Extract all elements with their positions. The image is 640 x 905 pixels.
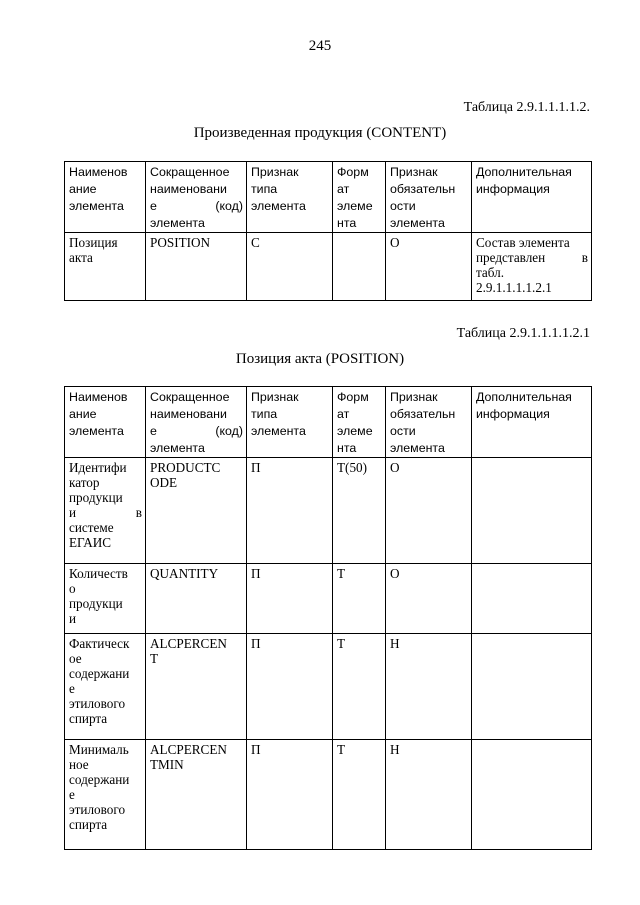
table-caption: Таблица 2.9.1.1.1.1.2.1 (456, 326, 590, 341)
cell-line: о (69, 581, 76, 596)
cell-line: е (код) (150, 424, 243, 438)
cell-format: Т (333, 634, 386, 740)
cell-line: продукци (69, 596, 123, 611)
page-number: 245 (308, 38, 332, 54)
cell-line: Наименов (69, 165, 128, 179)
cell-required: О (386, 458, 472, 564)
cell-line: Наименов (69, 390, 128, 404)
header-name (65, 387, 146, 458)
cell-line: TMIN (150, 757, 184, 772)
cell-extra (472, 740, 592, 850)
cell-line: элемента (150, 216, 205, 230)
cell-line: элемента (251, 424, 306, 438)
cell-line: Признак (251, 165, 299, 179)
table-header-row (65, 387, 592, 458)
cell-line: ое (69, 651, 82, 666)
cell-format: Т (333, 564, 386, 634)
cell-line: акта (69, 250, 93, 265)
position-table (64, 386, 592, 850)
cell-line: Признак (390, 390, 438, 404)
cell-line: T (150, 651, 159, 666)
cell-line: ODE (150, 475, 178, 490)
table-title: Произведенная продукция (CONTENT) (193, 125, 447, 141)
cell-line: элеме (337, 199, 373, 213)
cell-name (65, 564, 146, 634)
cell-line: Минималь (69, 742, 129, 757)
cell-line: Сокращенное (150, 390, 230, 404)
cell-type: П (247, 458, 333, 564)
header-required (386, 387, 472, 458)
cell-line: обязательн (390, 407, 456, 421)
cell-line: катор (69, 475, 100, 490)
cell-line: PRODUCTC (150, 460, 221, 475)
cell-line: этилового (69, 696, 126, 711)
cell-line: Позиция (69, 235, 118, 250)
header-type (247, 162, 333, 233)
cell-line: этилового (69, 802, 126, 817)
header-name (65, 162, 146, 233)
header-short-name (146, 162, 247, 233)
cell-line: ALCPERCEN (150, 742, 227, 757)
cell-line: типа (251, 407, 278, 421)
cell-line: табл. (476, 265, 505, 280)
cell-extra (472, 458, 592, 564)
cell-line: элемента (390, 441, 445, 455)
cell-line: и в (69, 505, 142, 520)
cell-line: и (69, 611, 77, 626)
cell-line: е (69, 681, 75, 696)
cell-name (65, 458, 146, 564)
cell-line: информация (476, 182, 550, 196)
cell-line: элемента (251, 199, 306, 213)
cell-line: элемента (390, 216, 445, 230)
cell-code (146, 740, 247, 850)
table-row (65, 233, 592, 301)
table-caption: Таблица 2.9.1.1.1.1.2. (463, 100, 590, 115)
content-table (64, 161, 592, 301)
cell-line: элемента (150, 441, 205, 455)
cell-line: Форм (337, 390, 369, 404)
header-format (333, 387, 386, 458)
cell-line: е (код) (150, 199, 243, 213)
cell-line: 2.9.1.1.1.1.2.1 (476, 280, 552, 295)
cell-line: Количеств (69, 566, 128, 581)
cell-line: ат (337, 182, 350, 196)
cell-line: спирта (69, 817, 108, 832)
cell-type: С (247, 233, 333, 301)
cell-code (146, 634, 247, 740)
cell-line: нта (337, 441, 357, 455)
cell-type: П (247, 564, 333, 634)
cell-name (65, 740, 146, 850)
cell-line: обязательн (390, 182, 456, 196)
header-type (247, 387, 333, 458)
cell-line: Признак (251, 390, 299, 404)
cell-type: П (247, 740, 333, 850)
cell-required: О (386, 564, 472, 634)
cell-line: типа (251, 182, 278, 196)
cell-line: Идентифи (69, 460, 127, 475)
cell-line: нта (337, 216, 357, 230)
table-row (65, 740, 592, 850)
cell-required: О (386, 233, 472, 301)
cell-line: Признак (390, 165, 438, 179)
cell-line: наименовани (150, 182, 227, 196)
table-title: Позиция акта (POSITION) (235, 351, 405, 367)
cell-line: POSITION (150, 235, 211, 250)
cell-line: ание (69, 182, 97, 196)
cell-line: спирта (69, 711, 108, 726)
header-extra (472, 387, 592, 458)
cell-line: информация (476, 407, 550, 421)
table-row (65, 564, 592, 634)
cell-line: Состав элемента (476, 235, 570, 250)
cell-line: Дополнительная (476, 165, 572, 179)
cell-extra (472, 634, 592, 740)
cell-line: элемента (69, 424, 124, 438)
cell-extra (472, 233, 592, 301)
cell-format: T(50) (333, 458, 386, 564)
cell-line: Сокращенное (150, 165, 230, 179)
cell-line: системе (69, 520, 114, 535)
cell-line: содержани (69, 666, 130, 681)
cell-line: ание (69, 407, 97, 421)
cell-line: е (69, 787, 75, 802)
table-row (65, 634, 592, 740)
cell-line: Дополнительная (476, 390, 572, 404)
cell-line: элеме (337, 424, 373, 438)
header-format (333, 162, 386, 233)
cell-name (65, 634, 146, 740)
table-header-row (65, 162, 592, 233)
cell-line: ЕГАИС (69, 535, 112, 550)
cell-line: ат (337, 407, 350, 421)
cell-extra (472, 564, 592, 634)
header-required (386, 162, 472, 233)
cell-required: Н (386, 634, 472, 740)
cell-code (146, 233, 247, 301)
cell-line: QUANTITY (150, 566, 219, 581)
cell-type: П (247, 634, 333, 740)
cell-format (333, 233, 386, 301)
table-row (65, 458, 592, 564)
header-short-name (146, 387, 247, 458)
cell-line: наименовани (150, 407, 227, 421)
cell-line: ости (390, 199, 416, 213)
cell-line: ости (390, 424, 416, 438)
cell-line: Форм (337, 165, 369, 179)
cell-name (65, 233, 146, 301)
cell-line: содержани (69, 772, 130, 787)
cell-line: Фактическ (69, 636, 130, 651)
cell-code (146, 458, 247, 564)
cell-line: ное (69, 757, 89, 772)
cell-line: продукци (69, 490, 123, 505)
cell-format: Т (333, 740, 386, 850)
cell-code (146, 564, 247, 634)
header-extra (472, 162, 592, 233)
cell-required: Н (386, 740, 472, 850)
cell-line: элемента (69, 199, 124, 213)
cell-line: ALCPERCEN (150, 636, 227, 651)
cell-line: представлен в (476, 250, 588, 265)
